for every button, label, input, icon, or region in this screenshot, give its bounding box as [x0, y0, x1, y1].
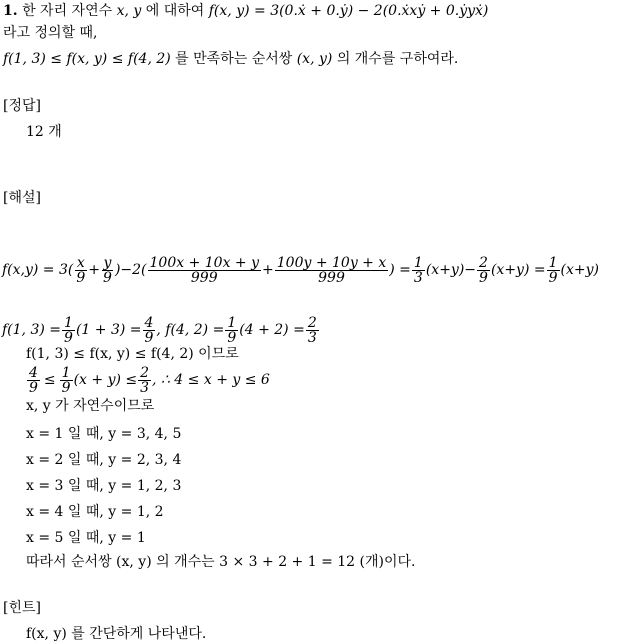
step2-b-tail: (x + y) ≤ [73, 372, 138, 388]
eq-main-plus: + [88, 262, 101, 278]
eq-main-r2-tail: (x+y) = [490, 262, 546, 278]
eq-main-mid: )−2( [114, 262, 147, 278]
problem-number: 1. [3, 3, 18, 19]
case-1: x = 1 일 때, y = 3, 4, 5 [26, 426, 182, 442]
step2-frac-1: $\frac{4}{9}$ [29, 364, 38, 396]
step2-end: , ∴ 4 ≤ x + y ≤ 6 [152, 372, 270, 388]
problem-line-3 [3, 50, 458, 68]
problem-text-1: 한 자리 자연수 [22, 3, 113, 19]
problem-text-2: 에 대하여 [145, 3, 205, 19]
problem-pair: (x, y) [296, 51, 333, 67]
problem-line-2: 라고 정의할 때, [3, 25, 98, 41]
step-2 [26, 362, 270, 398]
eq2-frac-1: $\frac{1}{9}$ [64, 314, 73, 346]
hint-text: f(x, y) 를 간단하게 나타낸다. [26, 626, 207, 642]
step2-mid: ≤ [43, 372, 56, 388]
eq-main-frac-4: $\frac{100y + 10y + x}{999}$ [276, 254, 387, 286]
problem-definition: f(x, y) = 3(0.ẋ + 0.ẏ) − 2(0.ẋxẏ + 0.ẏyẋ) [208, 3, 489, 19]
eq2-frac-3: $\frac{1}{9}$ [227, 314, 237, 346]
problem-text-4: 의 개수를 구하여라. [336, 51, 459, 67]
hint-header: [힌트] [3, 600, 41, 616]
answer-value: 12 개 [26, 124, 62, 140]
eq2-frac-2: $\frac{4}{9}$ [144, 314, 154, 346]
eq2-a: f(1, 3) = [2, 322, 62, 338]
case-5: x = 5 일 때, y = 1 [26, 530, 146, 546]
problem-inequality: f(1, 3) ≤ f(x, y) ≤ f(4, 2) [3, 51, 171, 67]
eq-main-r1-tail: (x+y)− [425, 262, 477, 278]
step-1: f(1, 3) ≤ f(x, y) ≤ f(4, 2) 이므로 [26, 346, 239, 362]
eq-main-lhs: f(x,y) = 3( [2, 262, 74, 278]
eq2-c-mid: (4 + 2) = [239, 322, 305, 338]
equation-values [2, 312, 320, 348]
eq-main-frac-6: $\frac{2}{9}$ [479, 254, 488, 286]
eq2-c: , f(4, 2) = [156, 322, 225, 338]
case-3: x = 3 일 때, y = 1, 2, 3 [26, 478, 182, 494]
step-3: x, y 가 자연수이므로 [26, 398, 155, 414]
step2-frac-2: $\frac{1}{9}$ [61, 364, 71, 396]
eq-main-frac-2: $\frac{y}{9}$ [103, 254, 112, 286]
case-4: x = 4 일 때, y = 1, 2 [26, 504, 164, 520]
eq-main-frac-7: $\frac{1}{9}$ [548, 254, 558, 286]
answer-header: [정답] [3, 98, 41, 114]
eq2-frac-4: $\frac{2}{3}$ [307, 314, 317, 346]
equation-main [2, 250, 599, 290]
case-2: x = 2 일 때, y = 2, 3, 4 [26, 452, 182, 468]
eq-main-r3-tail: (x+y) [560, 262, 599, 278]
explanation-header: [해설] [3, 190, 41, 206]
problem-text-3: 를 만족하는 순서쌍 [175, 51, 293, 67]
conclusion: 따라서 순서쌍 (x, y) 의 개수는 3 × 3 + 2 + 1 = 12 (개)이다. [26, 554, 416, 570]
eq-main-frac-1: $\frac{x}{9}$ [76, 254, 86, 286]
eq-main-frac-5: $\frac{1}{3}$ [413, 254, 423, 286]
problem-line-1 [3, 2, 488, 20]
problem-vars: x, y [116, 3, 142, 19]
eq2-a-mid: (1 + 3) = [75, 322, 142, 338]
eq-main-frac-3: $\frac{100x + 10x + y}{999}$ [149, 254, 260, 286]
eq-main-close: ) = [389, 262, 411, 278]
step2-frac-3: $\frac{2}{3}$ [140, 364, 150, 396]
eq-main-plus-2: + [262, 262, 274, 278]
